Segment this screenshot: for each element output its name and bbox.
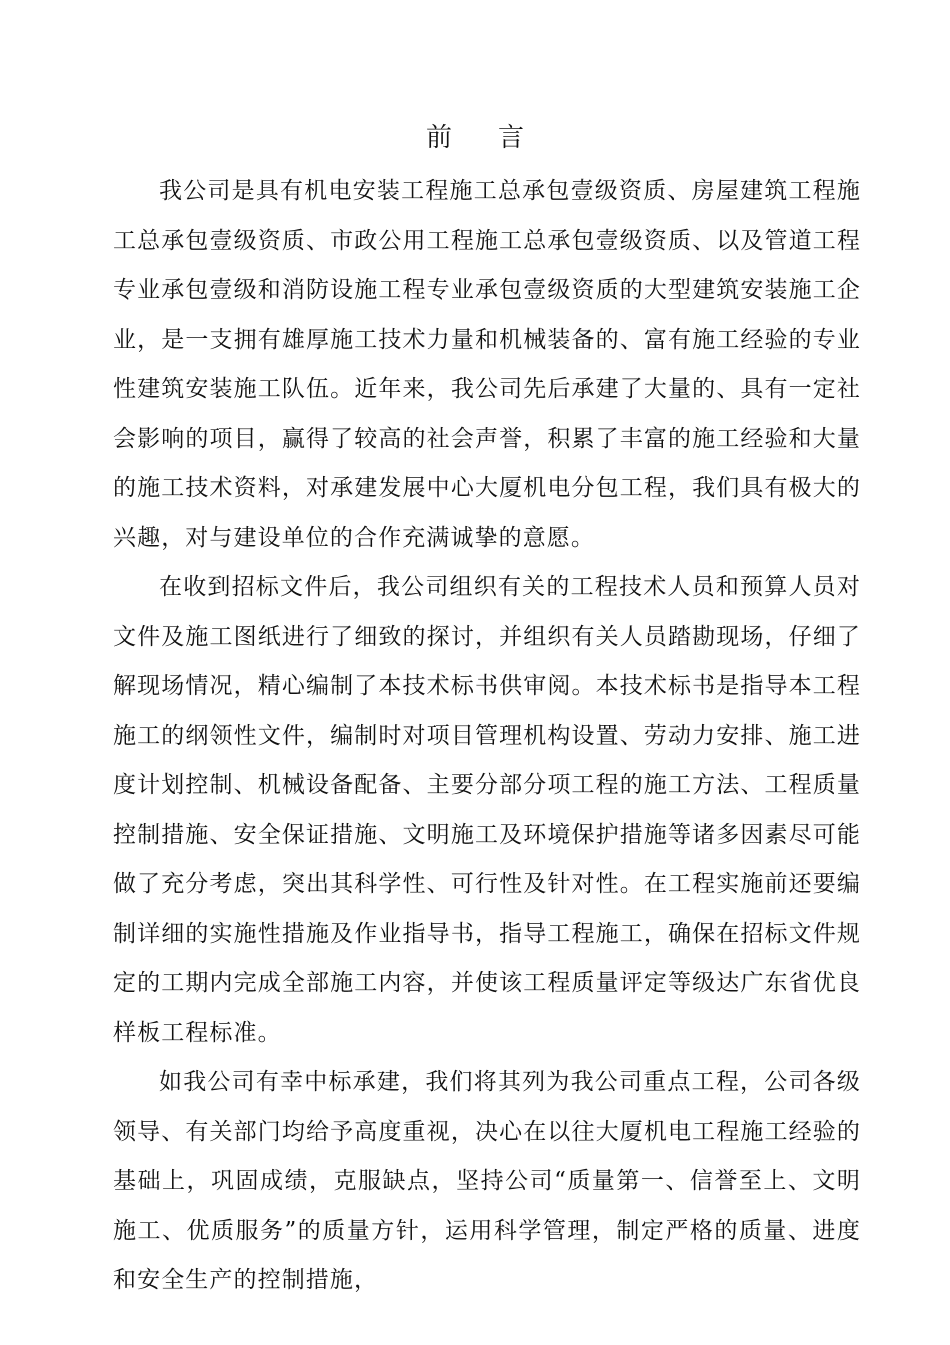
document-body: [113, 167, 861, 1306]
paragraph-commitment: 如我公司有幸中标承建，我们将其列为我公司重点工程，公司各级领导、有关部门均给予高度重视，决心在以往大厦机电工程施工经验的基础上，巩固成绩，克服缺点，坚持公司“质量第一、信誉至上、文明施工、优质服务”的质量方针，运用科学管理，制定严格的质量、进度和安全生产的控制措施，: [113, 1069, 861, 1293]
paragraph-tender-preparation: 在收到招标文件后，我公司组织有关的工程技术人员和预算人员对文件及施工图纸进行了细致的探讨，并组织有关人员踏勘现场，仔细了解现场情况，精心编制了本技术标书供审阅。本技术标书是指导本工程施工的纲领性文件，编制时对项目管理机构设置、劳动力安排、施工进度计划控制、机械设备配备、主要分部分项工程的施工方法、工程质量控制措施、安全保证措施、文明施工及环境保护措施等诸多因素尽可能做了充分考虑，突出其科学性、可行性及针对性。在工程实施前还要编制详细的实施性措施及作业指导书，指导工程施工，确保在招标文件规定的工期内完成全部施工内容，并使该工程质量评定等级达广东省优良样板工程标准。: [113, 574, 861, 1046]
paragraph-company-intro: 我公司是具有机电安装工程施工总承包壹级资质、房屋建筑工程施工总承包壹级资质、市政公用工程施工总承包壹级资质、以及管道工程专业承包壹级和消防设施工程专业承包壹级资质的大型建筑安装施工企业，是一支拥有雄厚施工技术力量和机械装备的、富有施工经验的专业性建筑安装施工队伍。近年来，我公司先后承建了大量的、具有一定社会影响的项目，赢得了较高的社会声誉，积累了丰富的施工经验和大量的施工技术资料，对承建发展中心大厦机电分包工程，我们具有极大的兴趣，对与建设单位的合作充满诚挚的意愿。: [113, 178, 861, 551]
page-title: 前言: [425, 123, 570, 153]
